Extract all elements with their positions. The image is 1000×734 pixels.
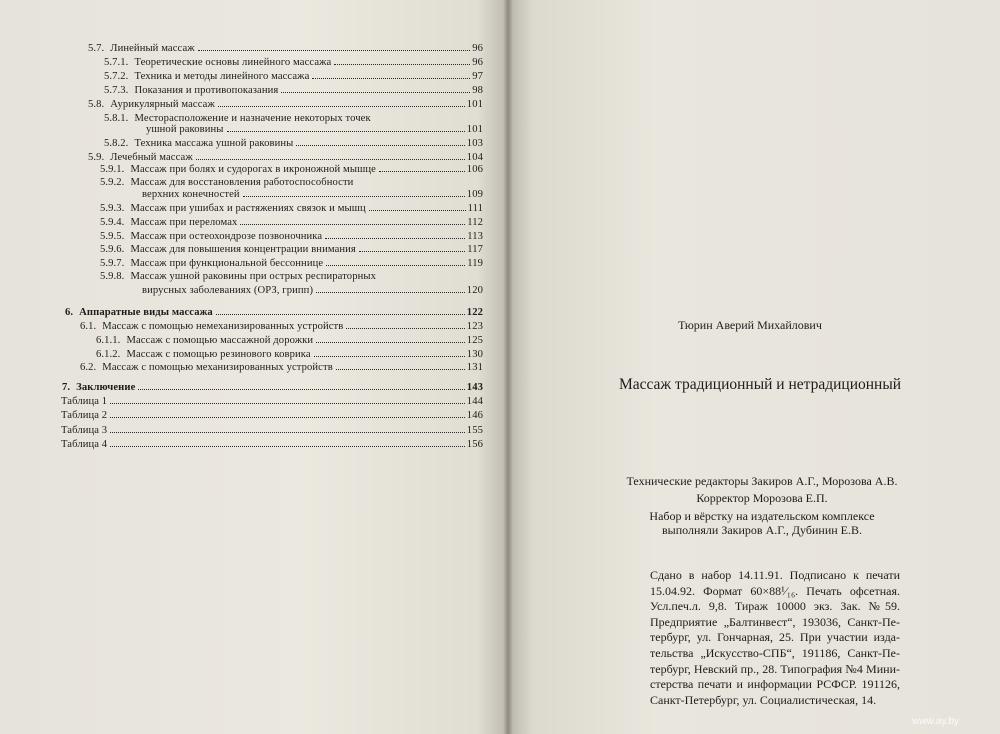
toc-title: Аппаратные виды массажа — [79, 307, 213, 318]
toc-number: 5.8. — [88, 99, 105, 110]
toc-entry — [104, 137, 483, 150]
toc-title-continuation: верхних конечностей — [142, 189, 240, 200]
toc-title: Теоретические основы линейного массажа — [134, 57, 332, 68]
toc-leader — [216, 314, 465, 315]
toc-page: 97 — [472, 71, 483, 82]
toc-title: Массаж при ушибах и растяжениях связок и мышц — [130, 203, 366, 214]
toc-number: 5.9.3. — [100, 203, 125, 214]
toc-number: 6.1.1. — [96, 335, 121, 346]
toc-title: Массаж при функциональной бессоннице — [130, 258, 324, 269]
toc-title: Массаж при болях и судорогах в икроножной мышце — [130, 164, 376, 175]
toc-number: 5.9.7. — [100, 258, 125, 269]
toc-page: 101 — [466, 124, 483, 135]
toc-number: 6. — [65, 307, 74, 318]
toc-title: Линейный массаж — [110, 43, 195, 54]
tech-editors: Технические редакторы Закиров А.Г., Морозова А.В. — [626, 474, 898, 488]
toc-title: Таблица 3 — [61, 425, 108, 436]
toc-page: 119 — [467, 258, 483, 269]
toc-entry — [80, 320, 483, 333]
toc-number: 5.9.5. — [100, 231, 125, 242]
toc-page: 130 — [466, 349, 483, 360]
toc-entry — [100, 243, 483, 256]
toc-title-continuation: ушной раковины — [146, 124, 224, 135]
toc-number: 6.1. — [80, 321, 97, 332]
toc-title: Таблица 2 — [61, 410, 108, 421]
toc-entry — [96, 334, 483, 347]
toc-page: 109 — [466, 189, 483, 200]
toc-entry — [104, 70, 483, 83]
toc-page: 144 — [466, 396, 483, 407]
toc-number: 5.7.3. — [104, 85, 129, 96]
toc-entry-continuation — [142, 284, 483, 297]
toc-entry — [80, 361, 483, 374]
toc-leader — [138, 389, 464, 390]
toc-leader — [325, 238, 465, 239]
toc-title: Массаж для восстановления работоспособности — [130, 177, 354, 188]
toc-number: 5.8.2. — [104, 138, 129, 149]
toc-page: 123 — [466, 321, 483, 332]
toc-leader — [110, 432, 465, 433]
toc-leader — [316, 342, 465, 343]
colophon-line: тельства „Искусство-СПБ“, 191186, Санкт-Пе- — [650, 645, 900, 660]
toc-leader — [359, 251, 465, 252]
toc-number: 5.9.4. — [100, 217, 125, 228]
toc-title: Лечебный массаж — [110, 152, 193, 163]
toc-number: 5.9.8. — [100, 271, 125, 282]
toc-leader — [218, 106, 465, 107]
colophon-line: Сдано в набор 14.11.91. Подписано к печати — [650, 568, 900, 582]
toc-leader — [110, 403, 465, 404]
toc-number: 5.7.1. — [104, 57, 129, 68]
toc-title: Аурикулярный массаж — [110, 99, 215, 110]
toc-page: 146 — [466, 410, 483, 421]
toc-title: Массаж с помощью резинового коврика — [126, 349, 311, 360]
toc-leader — [227, 131, 465, 132]
book-title: Массаж традиционный и нетрадиционный — [618, 376, 902, 393]
colophon-line: Санкт-Петербург, ул. Социалистическая, 14. — [650, 692, 877, 707]
toc-page: 96 — [472, 43, 483, 54]
toc-page: 106 — [466, 164, 483, 175]
toc-page: 131 — [466, 362, 483, 373]
toc-leader — [346, 328, 464, 329]
toc-title: Таблица 4 — [61, 439, 108, 450]
toc-leader — [314, 356, 465, 357]
toc-leader — [316, 292, 465, 293]
toc-title: Массаж с помощью немеханизированных устройств — [102, 321, 344, 332]
toc-number: 5.7. — [88, 43, 105, 54]
toc-page: 96 — [472, 57, 483, 68]
toc-page: 125 — [466, 335, 483, 346]
toc-entry — [100, 230, 483, 243]
toc-page: 103 — [466, 138, 483, 149]
table-of-contents — [0, 0, 508, 470]
toc-entry — [104, 84, 483, 97]
toc-leader — [334, 64, 470, 65]
toc-leader — [198, 50, 471, 51]
colophon-line: Усл.печ.л. 9,8. Тираж 10000 экз. Зак. №59. — [650, 599, 900, 614]
toc-page: 104 — [466, 152, 483, 163]
toc-page: 120 — [466, 285, 483, 296]
toc-page: 117 — [467, 244, 483, 255]
typeset-line-1: Набор и вёрстку на издательском комплексе — [649, 509, 875, 523]
toc-title: Заключение — [76, 382, 136, 393]
toc-entry-first-line — [100, 270, 483, 283]
toc-number: 5.9.2. — [100, 177, 125, 188]
toc-title: Техника массажа ушной раковины — [134, 138, 294, 149]
typeset-line-2: выполняли Закиров А.Г., Дубинин Е.В. — [662, 523, 862, 537]
toc-page: 112 — [467, 217, 483, 228]
toc-leader — [326, 265, 465, 266]
toc-entry — [100, 163, 483, 176]
colophon-line: стерства печати и информации РСФСР. 191126, — [650, 677, 900, 692]
toc-page: 101 — [466, 99, 483, 110]
author-name: Тюрин Аверий Михайлович — [678, 318, 822, 332]
toc-entry — [61, 395, 483, 408]
toc-entry — [100, 202, 483, 215]
corrector: Корректор Морозова Е.П. — [696, 491, 828, 505]
toc-page: 155 — [466, 425, 483, 436]
toc-entry-continuation — [146, 123, 483, 136]
toc-number: 5.9. — [88, 152, 105, 163]
colophon-line: Предприятие „Балтинвест“, 193036, Санкт-Пе- — [650, 614, 900, 629]
toc-leader — [281, 92, 470, 93]
toc-entry-chapter — [65, 306, 483, 319]
toc-entry — [100, 216, 483, 229]
toc-page: 98 — [472, 85, 483, 96]
toc-entry — [100, 257, 483, 270]
toc-number: 7. — [62, 382, 71, 393]
toc-entry — [61, 438, 483, 451]
toc-page: 111 — [467, 203, 483, 214]
toc-number: 5.7.2. — [104, 71, 129, 82]
toc-page: 113 — [467, 231, 483, 242]
toc-entry-chapter — [62, 381, 483, 394]
toc-title: Месторасположение и назначение некоторых точек — [134, 113, 371, 124]
toc-leader — [243, 196, 465, 197]
toc-title-continuation: вирусных заболеваниях (ОРЗ, грипп) — [142, 285, 314, 296]
toc-title: Массаж при остеохондрозе позвоночника — [130, 231, 323, 242]
toc-title: Массаж ушной раковины при острых респираторных — [130, 271, 376, 282]
toc-title: Массаж с помощью массажной дорожки — [126, 335, 314, 346]
toc-number: 5.8.1. — [104, 113, 129, 124]
toc-title: Массаж с помощью механизированных устройств — [102, 362, 333, 373]
toc-title: Техника и методы линейного массажа — [134, 71, 310, 82]
toc-leader — [240, 224, 465, 225]
toc-page: 156 — [466, 439, 483, 450]
toc-page: 122 — [466, 307, 483, 318]
toc-leader — [369, 210, 466, 211]
toc-number: 6.2. — [80, 362, 97, 373]
toc-title: Показания и противопоказания — [134, 85, 279, 96]
site-watermark: www.ay.by — [912, 716, 960, 727]
colophon — [650, 568, 900, 708]
toc-title: Массаж при переломах — [130, 217, 238, 228]
toc-leader — [379, 171, 465, 172]
toc-leader — [110, 446, 465, 447]
colophon-line: тербург, ул. Гончарная, 25. При участии изда- — [650, 630, 900, 645]
toc-entry-continuation — [142, 188, 483, 201]
toc-entry — [88, 98, 483, 111]
toc-entry — [96, 348, 483, 361]
toc-leader — [336, 369, 465, 370]
toc-title: Массаж для повышения концентрации внимания — [130, 244, 356, 255]
colophon-line: 15.04.92. Формат 60×88¹⁄₁₆. Печать офсетная. — [650, 583, 900, 598]
toc-entry — [61, 424, 483, 437]
toc-leader — [110, 417, 465, 418]
toc-leader — [196, 159, 465, 160]
toc-page: 143 — [466, 382, 483, 393]
toc-number: 5.9.1. — [100, 164, 125, 175]
toc-title: Таблица 1 — [61, 396, 108, 407]
colophon-line: тербург, Невский пр., 28. Типография №4 Мини- — [650, 661, 900, 676]
toc-leader — [312, 78, 470, 79]
toc-entry — [104, 56, 483, 69]
toc-entry — [61, 409, 483, 422]
toc-number: 6.1.2. — [96, 349, 121, 360]
toc-number: 5.9.6. — [100, 244, 125, 255]
toc-entry — [88, 42, 483, 55]
toc-leader — [296, 145, 464, 146]
